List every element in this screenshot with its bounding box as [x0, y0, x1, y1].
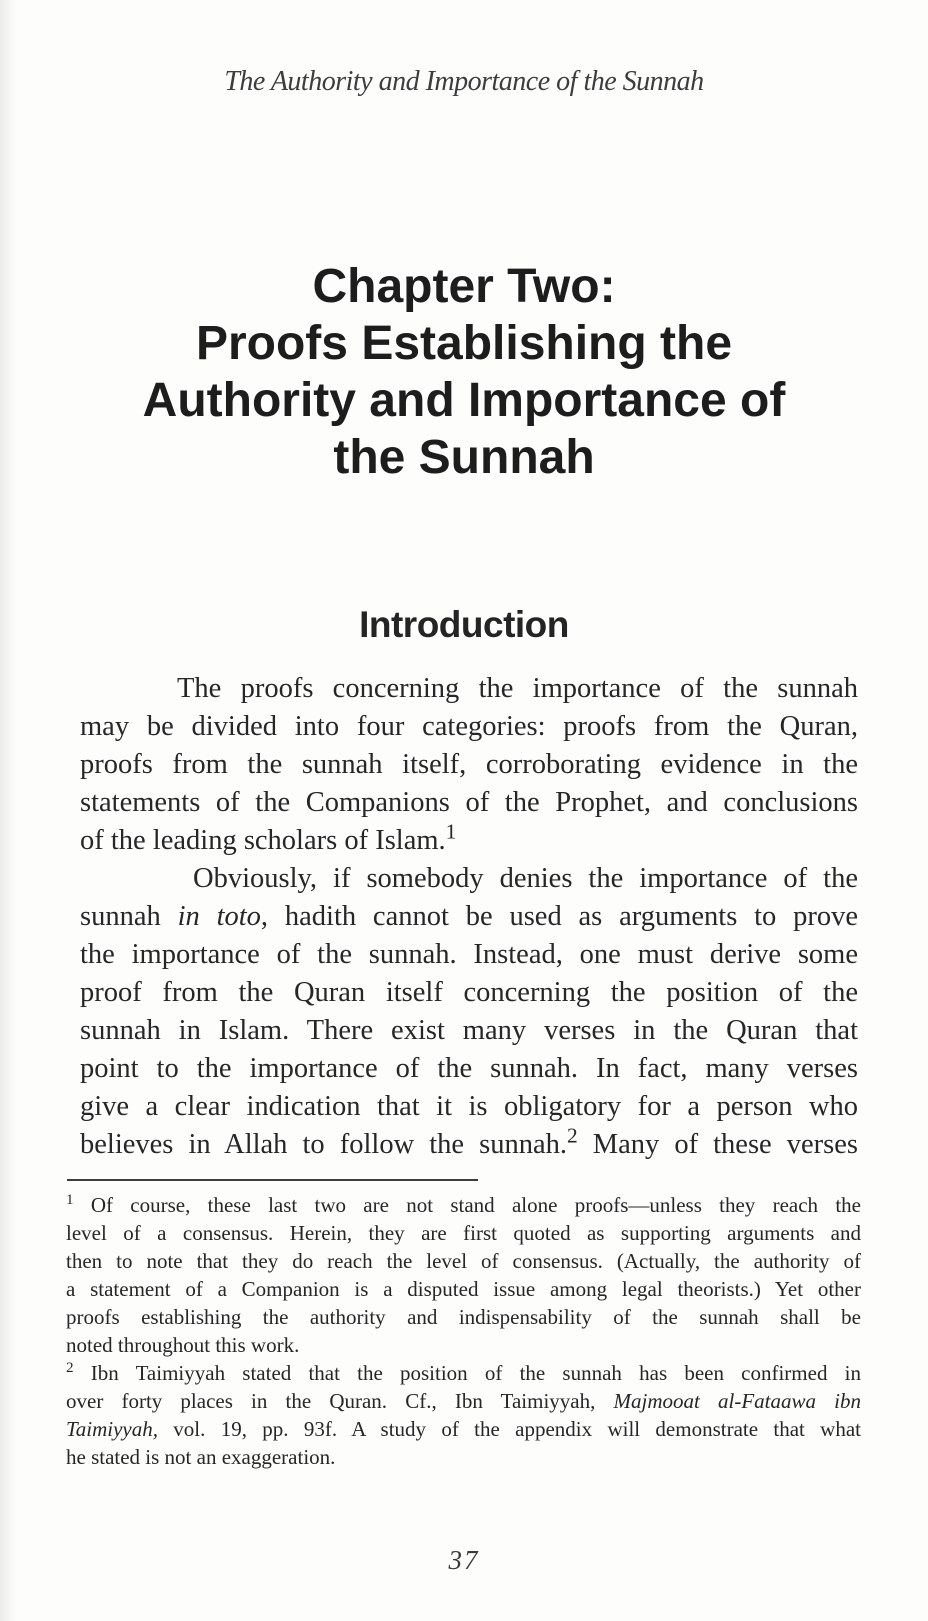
footnote-line: $^1$ Of course, these last two are not stand alone proofs—unless they reach the	[66, 1192, 861, 1217]
paragraph-line: sunnah in toto, hadith cannot be used as arguments to prove	[80, 901, 858, 932]
paragraph-line: the importance of the sunnah. Instead, one must derive some	[80, 939, 858, 970]
footnote-line: then to note that they do reach the level of consensus. (Actually, the authority of	[66, 1249, 861, 1273]
paragraph-line: proof from the Quran itself concerning the position of the	[80, 977, 858, 1008]
paragraph	[80, 670, 858, 860]
paragraph-line: may be divided into four categories: proofs from the Quran,	[80, 711, 858, 742]
paragraph-line: sunnah in Islam. There exist many verses in the Quran that	[80, 1015, 858, 1046]
paragraph-line: The proofs concerning the importance of the sunnah	[177, 673, 858, 704]
paragraph-line: of the leading scholars of Islam.$^1$	[80, 819, 457, 856]
section-heading: Introduction	[359, 604, 569, 645]
paragraph-line: proofs from the sunnah itself, corroborating evidence in the	[80, 749, 858, 780]
footnote-line: over forty places in the Quran. Cf., Ibn Taimiyyah, Majmooat al-Fataawa ibn	[66, 1389, 861, 1413]
footnote-line: Taimiyyah, vol. 19, pp. 93f. A study of the appendix will demonstrate that what	[66, 1417, 861, 1441]
footnote	[66, 1191, 861, 1359]
paragraph-line: believes in Allah to follow the sunnah.$^2$ Many of these verses	[80, 1123, 858, 1160]
paragraph-line: give a clear indication that it is obligatory for a person who	[80, 1091, 858, 1122]
chapter-title-line: the Sunnah	[333, 431, 595, 484]
page-number: 37	[448, 1545, 480, 1575]
footnote-line: $^2$ Ibn Taimiyyah stated that the position of the sunnah has been confirmed in	[66, 1360, 861, 1385]
footnote-line: noted throughout this work.	[66, 1333, 300, 1357]
footnote-line: he stated is not an exaggeration.	[66, 1445, 336, 1469]
chapter-title-line: Proofs Establishing the	[195, 317, 733, 370]
footnote-line: level of a consensus. Herein, they are first quoted as supporting arguments and	[66, 1221, 861, 1245]
footnote	[66, 1359, 861, 1471]
chapter-title	[0, 258, 928, 486]
paragraph-line: point to the importance of the sunnah. In fact, many verses	[80, 1053, 858, 1084]
chapter-title-line: Chapter Two:	[312, 260, 616, 313]
footnotes	[66, 1191, 861, 1471]
footnote-line: a statement of a Companion is a disputed issue among legal theorists.) Yet other	[66, 1277, 861, 1301]
body-text	[80, 670, 858, 1164]
chapter-title-line: Authority and Importance of	[142, 374, 786, 427]
paragraph-line: Obviously, if somebody denies the importance of the	[193, 863, 858, 894]
paragraph-line: statements of the Companions of the Prophet, and conclusions	[80, 787, 858, 818]
footnote-line: proofs establishing the authority and indispensability of the sunnah shall be	[66, 1305, 861, 1329]
paragraph	[80, 860, 858, 1164]
footnote-separator	[67, 1179, 478, 1181]
running-header: The Authority and Importance of the Sunnah	[224, 66, 704, 97]
